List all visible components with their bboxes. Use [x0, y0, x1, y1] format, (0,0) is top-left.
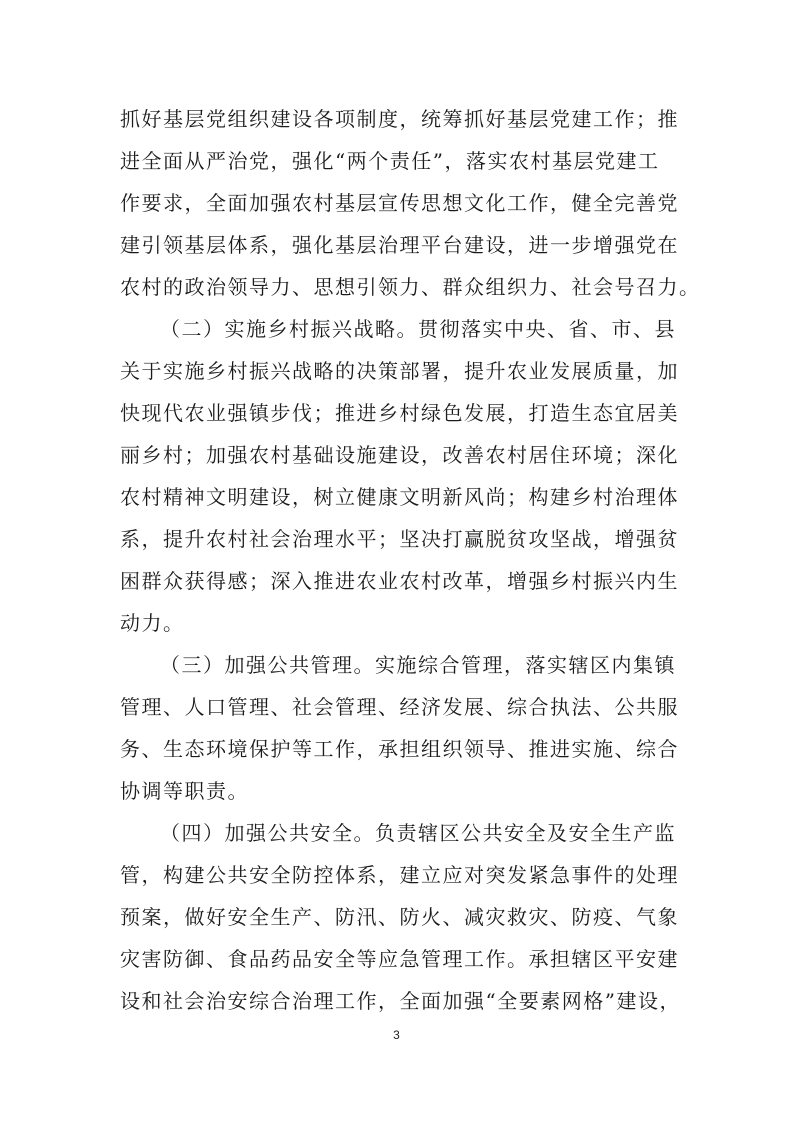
- text-line: 进全面从严治党，强化“两个责任”，落实农村基层党建工: [120, 149, 660, 173]
- text-line: 管理、人口管理、社会管理、经济发展、综合执法、公共服: [120, 695, 679, 719]
- text-line: 作要求，全面加强农村基层宣传思想文化工作，健全完善党: [120, 191, 679, 215]
- text-line: 农村的政治领导力、思想引领力、群众组织力、社会号召力。: [120, 275, 701, 299]
- text-line: 抓好基层党组织建设各项制度，统筹抓好基层党建工作；推: [120, 107, 679, 131]
- text-line: （三）加强公共管理。实施综合管理，落实辖区内集镇: [160, 653, 676, 677]
- text-line: 动力。: [120, 611, 185, 635]
- text-line: 管，构建公共安全防控体系，建立应对突发紧急事件的处理: [120, 863, 679, 887]
- text-line: 关于实施乡村振兴战略的决策部署，提升农业发展质量，加: [120, 359, 679, 383]
- page-number: 3: [393, 1028, 400, 1042]
- text-line: 灾害防御、食品药品安全等应急管理工作。承担辖区平安建: [120, 947, 679, 971]
- text-line: （四）加强公共安全。负责辖区公共安全及安全生产监: [160, 821, 676, 845]
- text-line: 协调等职责。: [120, 779, 249, 803]
- text-line: 困群众获得感；深入推进农业农村改革，增强乡村振兴内生: [120, 569, 679, 593]
- text-line: 建引领基层体系，强化基层治理平台建设，进一步增强党在: [120, 233, 679, 257]
- text-line: 设和社会治安综合治理工作，全面加强“全要素网格”建设，: [120, 989, 681, 1013]
- text-line: 农村精神文明建设，树立健康文明新风尚；构建乡村治理体: [120, 485, 679, 509]
- text-line: 预案，做好安全生产、防汛、防火、减灾救灾、防疫、气象: [120, 905, 679, 929]
- text-line: 系，提升农村社会治理水平；坚决打赢脱贫攻坚战，增强贫: [120, 527, 679, 551]
- text-line: 丽乡村；加强农村基础设施建设，改善农村居住环境；深化: [120, 443, 679, 467]
- text-line: 快现代农业强镇步伐；推进乡村绿色发展，打造生态宜居美: [120, 401, 679, 425]
- text-line: 务、生态环境保护等工作，承担组织领导、推进实施、综合: [120, 737, 679, 761]
- text-line: （二）实施乡村振兴战略。贯彻落实中央、省、市、县: [160, 317, 676, 341]
